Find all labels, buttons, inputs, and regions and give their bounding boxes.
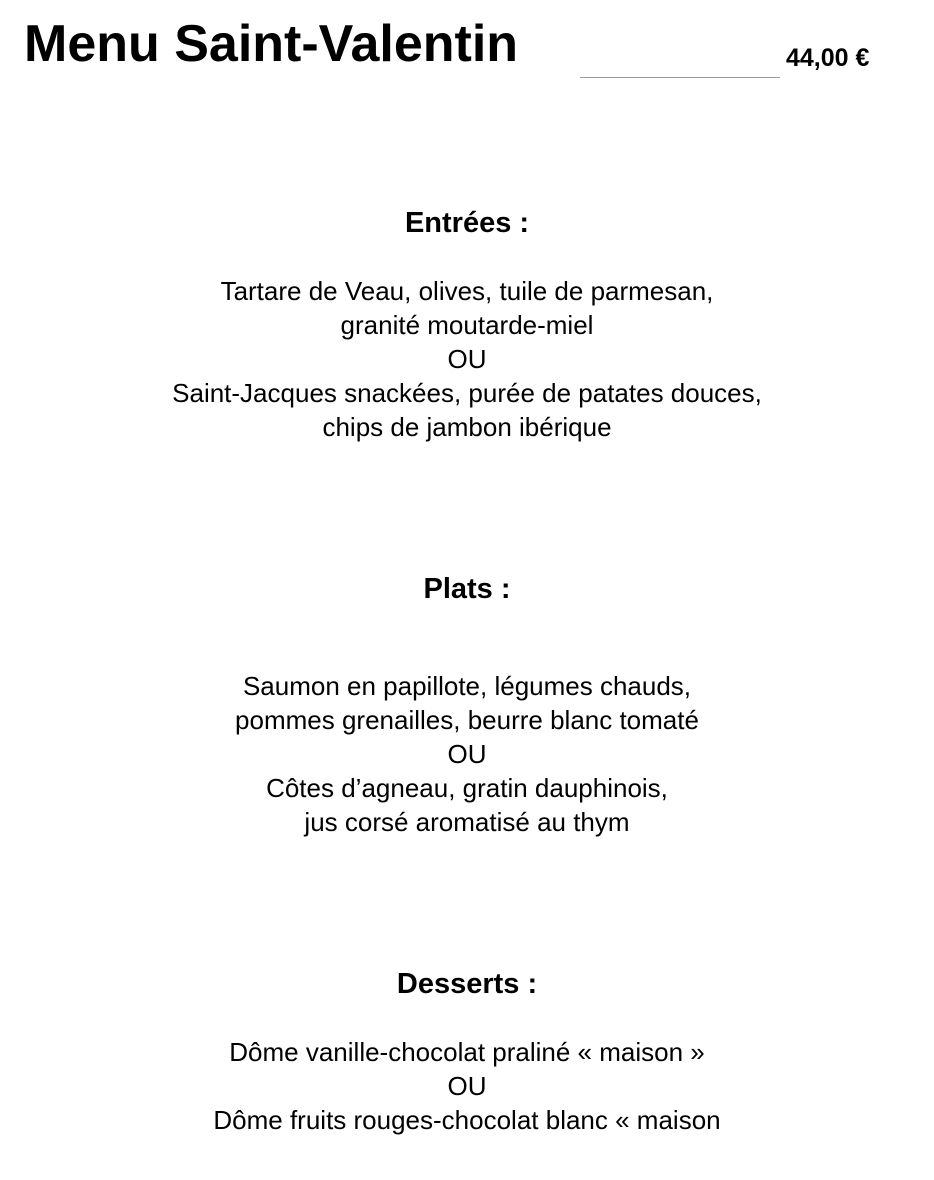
section-items-entrees [0,274,934,444]
section-heading-entrees: Entrées : [404,207,530,239]
dish-line: Saint-Jacques snackées, purée de patates douces, [172,378,762,408]
section-items-plats [0,669,934,839]
dish-line: Tartare de Veau, olives, tuile de parmesan, [220,276,714,306]
or-separator: OU [447,739,487,769]
menu-title: Menu Saint-Valentin [24,15,519,73]
section-heading-plats: Plats : [423,573,511,605]
dish-line: Saumon en papillote, légumes chauds, [242,671,692,701]
section-items-desserts [0,1035,934,1137]
dish-line: Dôme vanille-chocolat praliné « maison » [229,1037,705,1067]
section-heading-desserts: Desserts : [396,968,538,1000]
dish-line: jus corsé aromatisé au thym [304,807,630,837]
dish-line: Dôme fruits rouges-chocolat blanc « maison [213,1105,721,1135]
dish-line: pommes grenailles, beurre blanc tomaté [235,705,699,735]
or-separator: OU [447,1071,487,1101]
dish-line: Côtes d’agneau, gratin dauphinois, [266,773,668,803]
dish-line: granité moutarde-miel [340,310,594,340]
title-divider [580,77,780,78]
dish-line: chips de jambon ibérique [322,412,612,442]
menu-price: 44,00 € [786,44,870,72]
or-separator: OU [447,344,487,374]
